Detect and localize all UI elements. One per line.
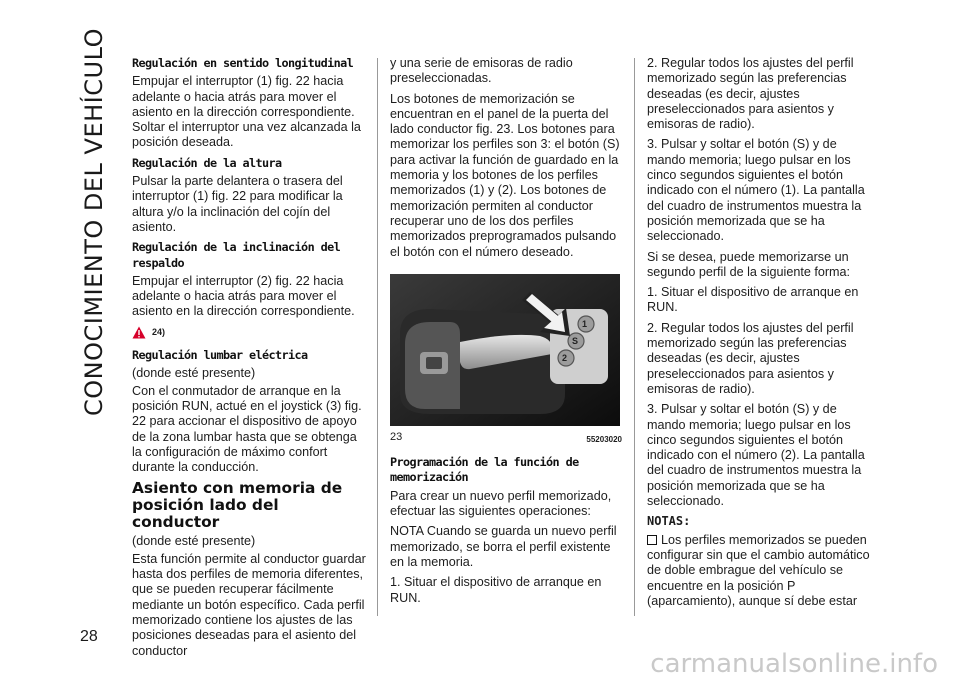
paragraph-segundo-perfil: Si se desea, puede memorizarse un segundo perfil de la siguiente forma: [647,249,851,279]
paragraph-segundo-paso-1: 1. Situar el dispositivo de arranque en RUN. [647,285,859,315]
warning-reference [132,325,366,340]
paragraph-lumbar: Con el conmutador de arranque en la posición RUN, actué en el joystick (3) fig. 22 para accionar el dispositivo de apoyo de la zona lumbar hasta que se obtenga la configuración de máximo confort durante la conducción. [132,383,362,475]
paragraph-nota: NOTA Cuando se guarda un nuevo perfil memorizado, se borra el perfil existente en la memoria. [390,524,617,569]
warning-ref-number: 24) [152,326,166,337]
paragraph-segundo-paso-3: 3. Pulsar y soltar el botón (S) y de mando memoria; luego pulsar en los cinco segundos siguientes el botón indicado con el número (2). La pantalla del cuadro de instrumentos muestra la posición memorizada que se ha seleccionado. [647,402,865,509]
figure-number: 23 [390,430,403,443]
paragraph-botones: Los botones de memorización se encuentran en el panel de la puerta del lado conductor fig. 23. Los botones para memorizar los perfiles son 3: el botón (S) para activar la función de guardado en la memoria y los botones de los perfiles memorizados (1) y (2). Los botones de memorización permiten al conductor recuperar uno de los dos perfiles memorizados preprogramados pulsando el botón con el número deseado. [390,91,620,259]
heading-lumbar: Regulación lumbar eléctrica [132,348,308,363]
figure-caption [390,430,622,447]
warning-triangle-icon [132,326,146,339]
paragraph-memoria-availability: (donde esté presente) [132,534,256,549]
page-number: 28 [80,628,98,645]
figure-door-panel [390,274,620,426]
paragraph-lumbar-availability: (donde esté presente) [132,366,256,381]
notes-heading: NOTAS: [647,514,691,529]
paragraph-respaldo: Empujar el interruptor (2) fig. 22 hacia adelante o hacia atrás para mover el asiento en la dirección correspondiente. [132,273,355,319]
watermark: carmanualsonline.info [650,649,938,679]
section-title [77,28,111,416]
paragraph-memoria: Esta función permite al conductor guardar hasta dos perfiles de memoria diferentes, que se pueden recuperar fácilmente mediante un botón específico. Cada perfil memorizado contiene los ajustes de las posiciones deseadas para el asiento del conductor [132,551,366,658]
paragraph-crear-perfil: Para crear un nuevo perfil memorizado, efectuar las siguientes operaciones: [390,488,612,519]
paragraph-altura: Pulsar la parte delantera o trasera del interruptor (1) fig. 22 para modificar la altura y/o la inclinación del cojín del asiento. [132,174,343,234]
paragraph-longitudinal: Empujar el interruptor (1) fig. 22 hacia adelante o hacia atrás para mover el asiento en la dirección correspondiente. Soltar el interruptor una vez alcanzada la posición deseada. [132,74,361,150]
column-divider [377,58,378,616]
heading-altura: Regulación de la altura [132,155,282,170]
paragraph-paso-2: 2. Regular todos los ajustes del perfil memorizado según las preferencias deseadas (es decir, ajustes preseleccionados para asientos y emisoras de radio). [647,56,854,132]
memory-button-2-label: 2 [562,352,568,363]
column-2 [390,56,622,611]
heading-longitudinal: Regulación en sentido longitudinal [132,56,354,70]
heading-respaldo: Regulación de la inclinación del respaldo [132,240,341,270]
column-divider-2 [634,58,635,616]
heading-programacion: Programación de la función de memorización [390,455,579,485]
paragraph-radio: y una serie de emisoras de radio preseleccionadas. [390,56,573,86]
column-1 [132,56,366,664]
door-panel-illustration [390,274,620,426]
memory-button-1-label: 1 [582,318,588,329]
figure-code: 55203020 [586,434,622,444]
paragraph-paso-1: 1. Situar el dispositivo de arranque en RUN. [390,575,602,605]
note-text: Los perfiles memorizados se pueden configurar sin que el cambio automático de doble embrague del vehículo se encuentre en la posición P (aparcamiento), aunque sí debe estar [647,532,870,608]
paragraph-segundo-paso-2: 2. Regular todos los ajustes del perfil memorizado según las preferencias deseadas (es decir, ajustes preseleccionados para asientos y emisoras de radio). [647,320,854,396]
heading-memoria: Asiento con memoria de posición lado del conductor [132,479,343,532]
note-item [647,533,875,609]
paragraph-paso-3: 3. Pulsar y soltar el botón (S) y de mando memoria; luego pulsar en los cinco segundos siguientes el botón indicado con el número (1). La pantalla del cuadro de instrumentos muestra la posición memorizada que se ha seleccionado. [647,137,865,244]
column-3 [647,56,875,614]
section-title-text: CONOCIMIENTO DEL VEHÍCULO [80,28,108,416]
memory-button-s-label: S [572,335,579,346]
checkbox-bullet-icon [647,535,657,545]
